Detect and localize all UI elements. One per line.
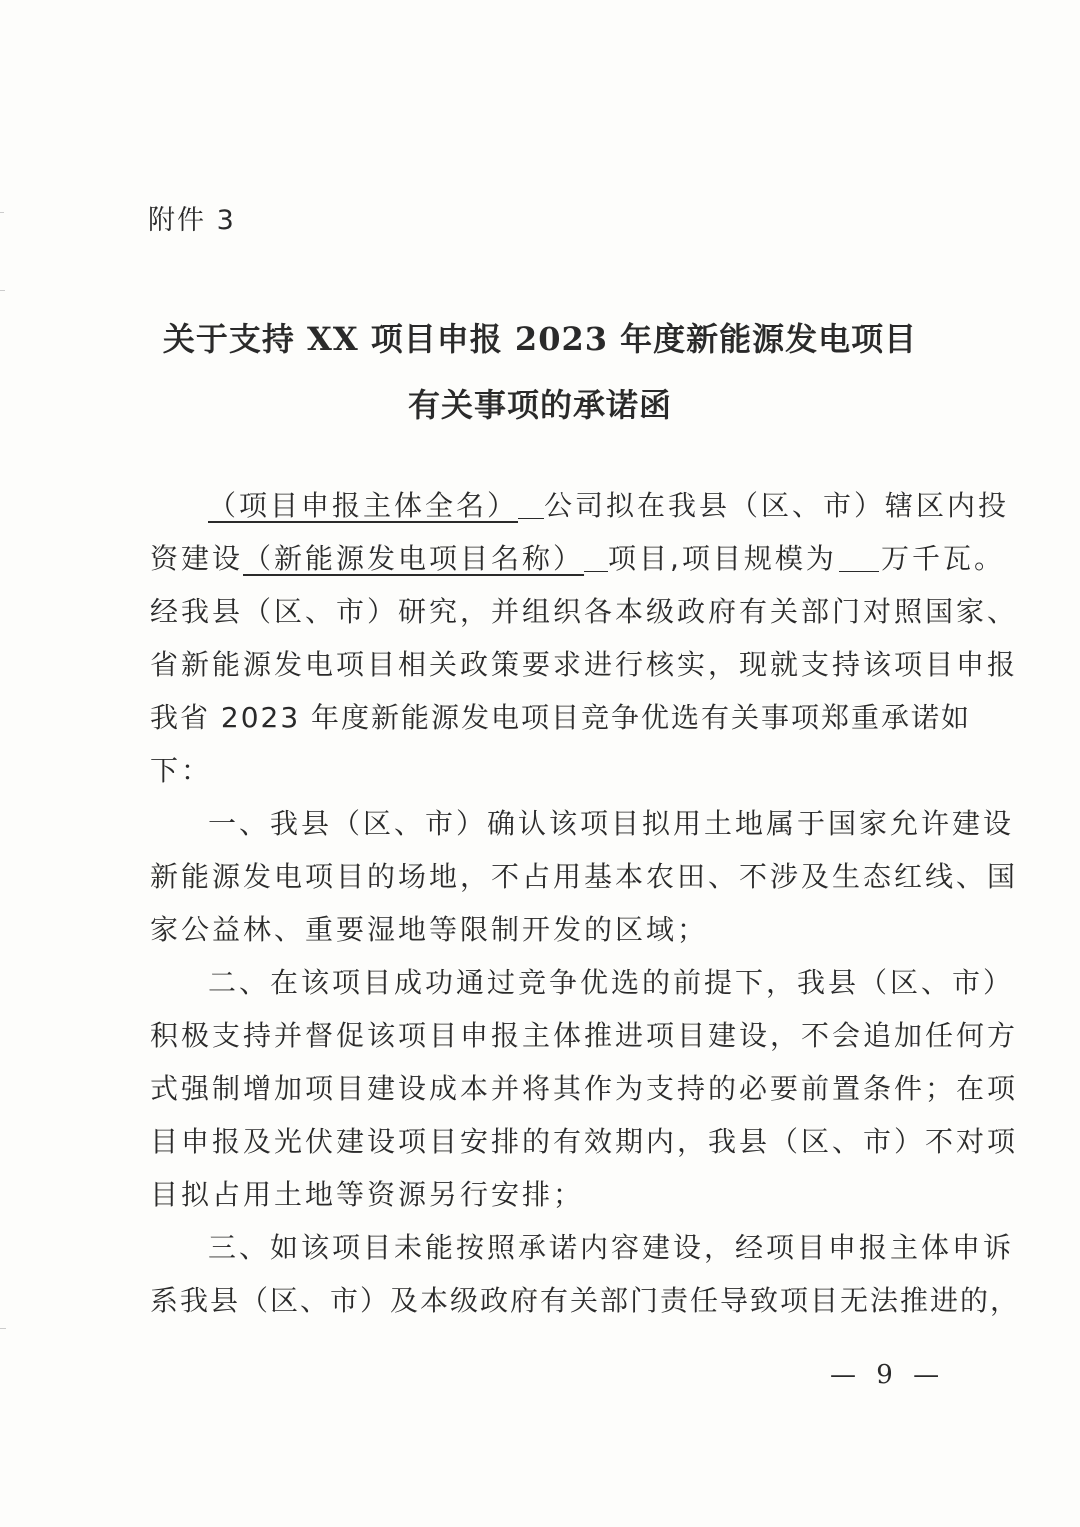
project-name-blank: （新能源发电项目名称）: [243, 542, 585, 575]
body-line-4: 省新能源发电项目相关政策要求进行核实，现就支持该项目申报: [150, 648, 1019, 681]
body-text: 资建设: [150, 542, 244, 575]
subject-name-blank: （项目申报主体全名）: [208, 489, 519, 522]
body-text: 万千瓦。: [880, 542, 1005, 575]
body-line-12: 式强制增加项目建设成本并将其作为支持的必要前置条件；在项: [150, 1072, 1019, 1105]
body-line-15: 三、如该项目未能按照承诺内容建设，经项目申报主体申诉: [208, 1231, 1015, 1264]
body-line-1: [150, 484, 1010, 524]
body-line-5: 我省 2023 年度新能源发电项目竞争优选有关事项郑重承诺如: [150, 701, 972, 734]
body-line-10: 二、在该项目成功通过竞争优选的前提下，我县（区、市）: [208, 966, 1015, 999]
body-line-6: 下：: [150, 754, 213, 787]
body-line-9: 家公益林、重要湿地等限制开发的区域；: [150, 913, 709, 946]
title-line-1: 关于支持 XX 项目申报 2023 年度新能源发电项目: [162, 320, 918, 358]
body-line-14: 目拟占用土地等资源另行安排；: [150, 1178, 585, 1211]
capacity-blank: [839, 570, 879, 572]
body-text: 公司拟在我县（区、市）辖区内投: [544, 489, 1010, 522]
body-line-2: [150, 537, 1005, 577]
body-line-13: 目申报及光伏建设项目安排的有效期内，我县（区、市）不对项: [150, 1125, 1019, 1158]
page-number: — 9 —: [830, 1360, 946, 1390]
body-line-7: 一、我县（区、市）确认该项目拟用土地属于国家允许建设: [208, 807, 1015, 840]
body-line-11: 积极支持并督促该项目申报主体推进项目建设，不会追加任何方: [150, 1019, 1019, 1052]
body-line-3: 经我县（区、市）研究，并组织各本级政府有关部门对照国家、: [150, 595, 1019, 628]
scan-mark: [0, 1328, 6, 1329]
scan-mark: [0, 290, 5, 291]
scan-mark: [0, 212, 4, 213]
title-line-2: 有关事项的承诺函: [407, 386, 672, 424]
body-text: 项目,项目规模为: [608, 542, 837, 575]
body-line-8: 新能源发电项目的场地，不占用基本农田、不涉及生态红线、国: [150, 860, 1019, 893]
body-line-16: 系我县（区、市）及本级政府有关部门责任导致项目无法推进的，: [150, 1284, 1021, 1317]
attachment-label: 附件 3: [148, 205, 236, 236]
